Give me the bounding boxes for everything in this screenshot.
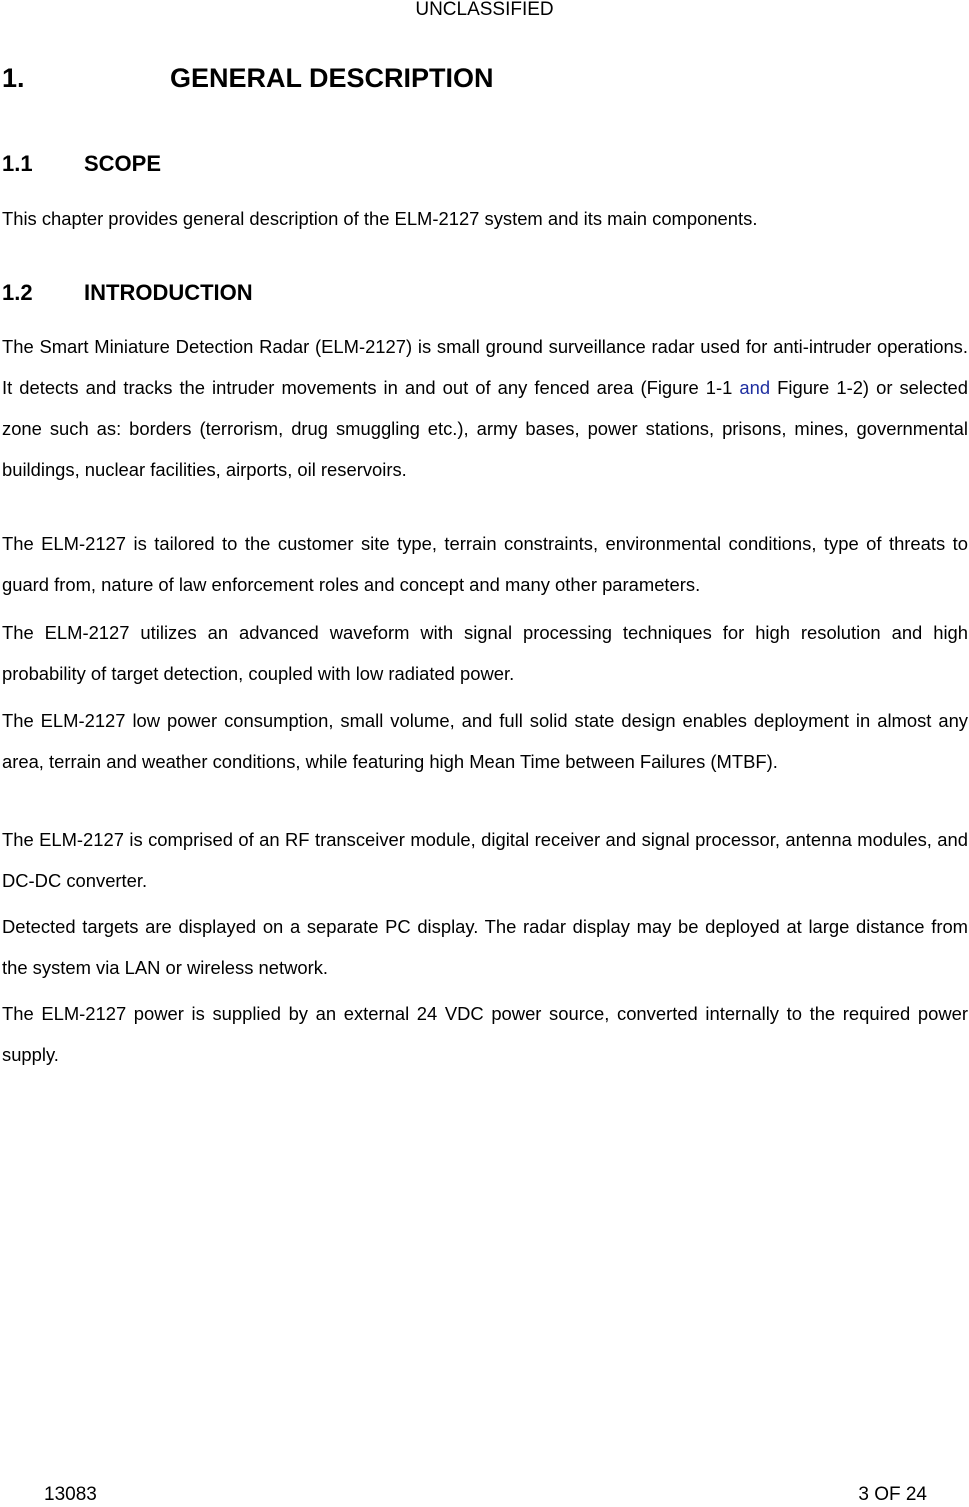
section-number: 1.1 (2, 151, 33, 176)
footer-page-number: 3 OF 24 (858, 1484, 927, 1505)
section-heading-scope (2, 150, 161, 178)
intro-paragraph-6: Detected targets are displayed on a separate PC display. The radar display may be deployed at large distance from the system via LAN or wireless network. (2, 916, 968, 978)
intro-paragraph-1 (2, 326, 968, 490)
section-heading-introduction (2, 279, 253, 307)
intro-paragraph-4: The ELM-2127 low power consumption, small volume, and full solid state design enables deployment in almost any area, terrain and weather conditions, while featuring high Mean Time between Failures (MTBF). (2, 710, 968, 772)
chapter-number: 1. (2, 63, 25, 93)
cross-reference-link[interactable]: and (739, 377, 771, 398)
footer-doc-number: 13083 (44, 1484, 97, 1505)
intro-text-start: The Smart Miniature Detection Radar (ELM-2127) is small ground surveillance radar used for anti-intruder operations. It detects and tracks the intruder movements in and out of any fenced area (Figure 1-1 (2, 336, 968, 398)
intro-paragraph-3: The ELM-2127 utilizes an advanced waveform with signal processing techniques for high resolution and high probability of target detection, coupled with low radiated power. (2, 622, 968, 684)
section-title: INTRODUCTION (84, 280, 253, 305)
scope-paragraph: This chapter provides general description of the ELM-2127 system and its main components. (2, 208, 758, 229)
section-number: 1.2 (2, 280, 33, 305)
chapter-title: GENERAL DESCRIPTION (170, 63, 494, 93)
chapter-heading (2, 60, 494, 96)
intro-paragraph-7: The ELM-2127 power is supplied by an external 24 VDC power source, converted internally to the required power supply. (2, 1003, 968, 1065)
intro-paragraph-5: The ELM-2127 is comprised of an RF transceiver module, digital receiver and signal processor, antenna modules, and DC-DC converter. (2, 829, 968, 891)
intro-text-end: Figure 1-2) or selected zone such as: borders (terrorism, drug smuggling etc.), army bases, power stations, prisons, mines, governmental buildings, nuclear facilities, airports, oil reservoirs. (2, 377, 968, 480)
classification-header: UNCLASSIFIED (415, 0, 554, 20)
intro-paragraph-2: The ELM-2127 is tailored to the customer site type, terrain constraints, environmental conditions, type of threats to guard from, nature of law enforcement roles and concept and many other parameters. (2, 533, 968, 595)
section-title: SCOPE (84, 151, 162, 176)
